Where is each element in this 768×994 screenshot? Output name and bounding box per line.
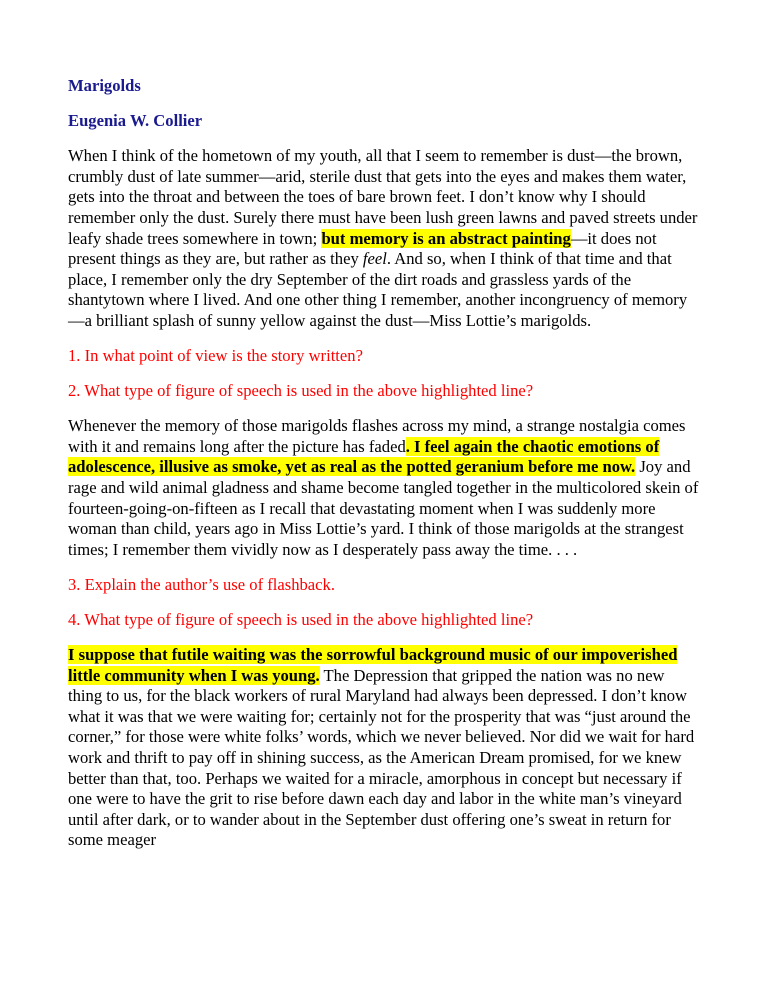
highlighted-passage: but memory is an abstract painting — [321, 228, 571, 248]
text-run: 1. In what point of view is the story written? — [68, 346, 363, 366]
document-body — [68, 76, 702, 866]
story-paragraph — [68, 645, 702, 851]
question — [68, 610, 702, 631]
story-paragraph — [68, 416, 702, 560]
text-run: . And so, when I think of that time and that place, I remember only the dry September of the dirt roads and grassless yards of the shantytown where I lived. And one other thing I remember, another incongruency of memory—a brilliant splash of sunny yellow against the dust—Miss Lottie’s marigolds. — [68, 249, 688, 330]
question — [68, 346, 702, 367]
highlighted-passage: . I feel again the chaotic emotions of adolescence, illusive as smoke, yet as real as the potted geranium before me now. — [68, 436, 660, 477]
highlighted-passage: I suppose that futile waiting was the sorrowful background music of our impoverished little community when I was young. — [68, 645, 678, 685]
story-title — [68, 76, 702, 97]
text-run: Joy and rage and wild animal gladness and shame become tangled together in the multicolored skein of fourteen-going-on-fifteen as I recall that devastating moment when I was suddenly more woman than child, years ago in Miss Lottie’s yard. I think of those marigolds at the strangest times; I remember them vividly now as I desperately pass away the time. . . . — [68, 457, 699, 559]
text-run: Whenever the memory of those marigolds flashes across my mind, a strange nostalgia comes with it and remains long after the picture has faded — [68, 416, 686, 456]
text-run: The Depression that gripped the nation was no new thing to us, for the black workers of rural Maryland had always been depressed. I don’t know what it was that we were waiting for; certainly not for the prosperity that was “just around the corner,” for those were white folks’ words, which we never believed. Nor did we wait for hard work and thrift to pay off in shining success, as the American Dream promised, for we knew better than that, too. Perhaps we waited for a miracle, amorphous in concept but necessary if one were to have the grit to rise before dawn each day and labor in the white man’s vineyard until after dark, or to wander about in the September dust offering one’s sweat in return for some meager — [68, 665, 695, 850]
story-author — [68, 111, 702, 132]
text-run: When I think of the hometown of my youth, all that I seem to remember is dust—the brown, crumbly dust of late summer—arid, sterile dust that gets into the eyes and makes them water, gets into the throat and between the toes of bare brown feet. I don’t know why I should remember only the dust. Surely there must have been lush green lawns and paved streets under leafy shade trees somewhere in town; — [68, 146, 698, 248]
question — [68, 575, 702, 596]
text-run: Marigolds — [68, 76, 141, 95]
text-run: 2. What type of figure of speech is used in the above highlighted line? — [68, 381, 534, 401]
text-run: Eugenia W. Collier — [68, 111, 203, 131]
question — [68, 381, 702, 402]
story-paragraph — [68, 146, 702, 331]
text-run: —it does not present things as they are, but rather as they — [68, 228, 657, 269]
italic-word: feel — [362, 249, 387, 269]
text-run: 3. Explain the author’s use of flashback. — [68, 574, 335, 594]
text-run: 4. What type of figure of speech is used in the above highlighted line? — [68, 609, 534, 629]
